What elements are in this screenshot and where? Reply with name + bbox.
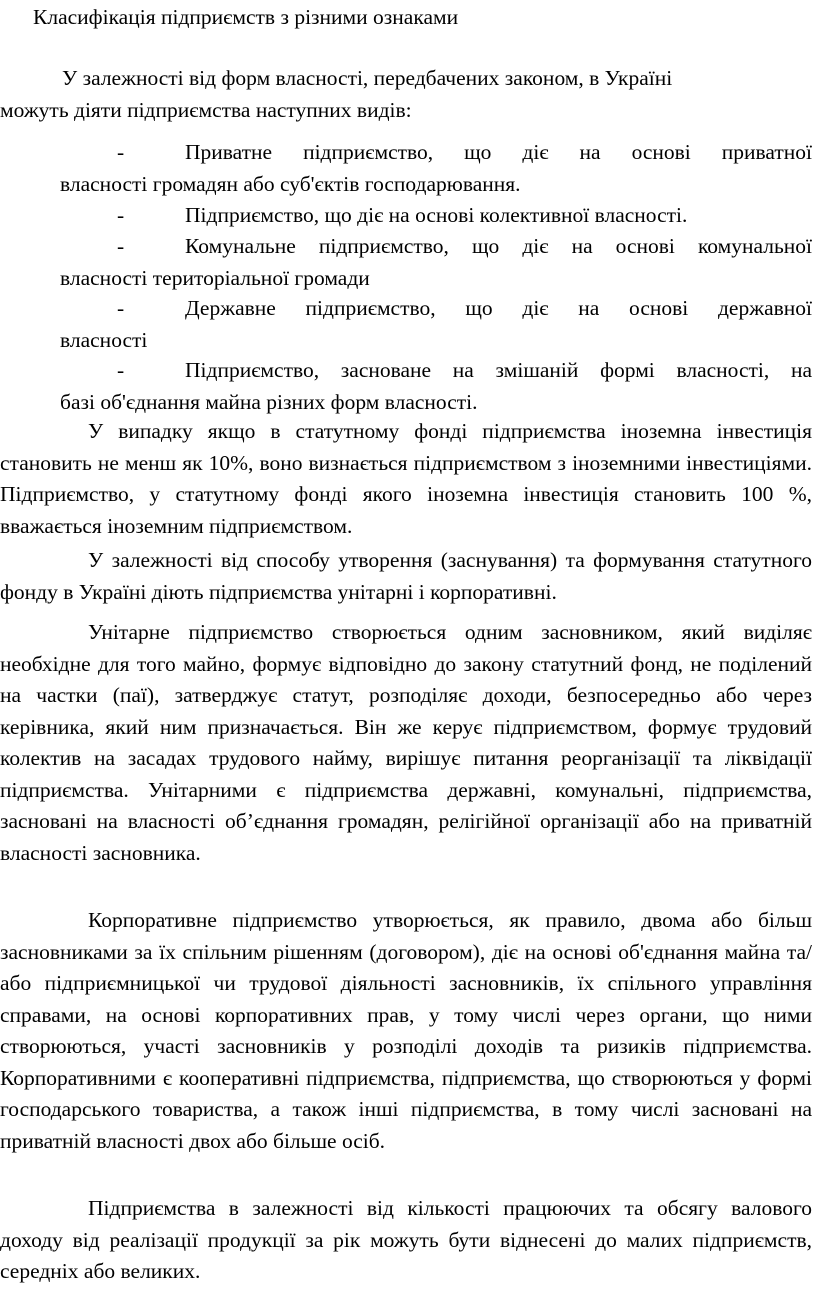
list-item-continuation: власності територіальної громади [60,265,370,290]
list-dash: - [117,234,125,258]
list-item [60,355,812,418]
list-item-text: Підприємство, що діє на основі колективної власності. [185,203,688,227]
list-item-text: Приватне підприємство, що діє на основі приватної [185,140,812,164]
intro-paragraph [0,63,812,126]
list-item [60,200,812,232]
intro-line-1: У залежності від форм власності, передбачених законом, в Україні [62,66,673,90]
paragraph-foreign-investment: У випадку якщо в статутному фонді підприємства іноземна інвестиція становить не менш як 10%, воно визнається підприємством з іноземними інвестиціями. Підприємство, у статутному фонді якого іноземна інвестиція становить 100 %, вважається іноземним підприємством. [0,419,812,538]
list-item-text: Державне підприємство, що діє на основі державної [185,296,812,320]
list-item [60,231,812,294]
list-dash: - [117,203,125,227]
list-item-continuation: власності громадян або суб'єктів господарювання. [60,171,521,196]
list-item-continuation: власності [60,327,148,352]
list-dash: - [117,358,125,382]
intro-line-2: можуть діяти підприємства наступних видів: [0,97,412,122]
paragraph-creation-method: У залежності від способу утворення (заснування) та формування статутного фонду в Україні діють підприємства унітарні і корпоративні. [0,548,812,604]
paragraph-size: Підприємства в залежності від кількості працюючих та обсягу валового доходу від реалізації продукції за рік можуть бути віднесені до малих підприємств, середніх або великих. [0,1196,812,1283]
list-item-text: Комунальне підприємство, що діє на основі комунальної [185,234,812,258]
list-item [60,137,812,200]
list-item [60,293,812,356]
paragraph-corporate: Корпоративне підприємство утворюється, як правило, двома або більш засновниками за їх спільним рішенням (договором), діє на основі об'єднання майна та/або підприємницької чи трудової діяльності засновників, їх спільного управління справами, на основі корпоративних прав, у тому числі через органи, що ними створюються, участі засновників у розподілі доходів та ризиків підприємства. Корпоративними є кооперативні підприємства, підприємства, що створюються у формі господарського товариства, а також інші підприємства, в тому числі засновані на приватній власності двох або більше осіб. [0,908,812,1153]
list-item-text: Підприємство, засноване на змішаній формі власності, на [185,358,812,382]
list-item-continuation: базі об'єднання майна різних форм власності. [60,389,478,414]
paragraph-unitary: Унітарне підприємство створюється одним засновником, який виділяє необхідне для того майно, формує відповідно до закону статутний фонд, не поділений на частки (паї), затверджує статут, розподіляє доходи, безпосередньо або через керівника, який ним призначається. Він же керує підприємством, формує трудовий колектив на засадах трудового найму, вирішує питання реорганізації та ліквідації підприємства. Унітарними є підприємства державні, комунальні, підприємства, засновані на власності об’єднання громадян, релігійної організації або на приватній власності засновника. [0,620,812,865]
list-dash: - [117,296,125,320]
list-dash: - [117,140,125,164]
document-title: Класифікація підприємств з різними ознаками [33,5,459,29]
